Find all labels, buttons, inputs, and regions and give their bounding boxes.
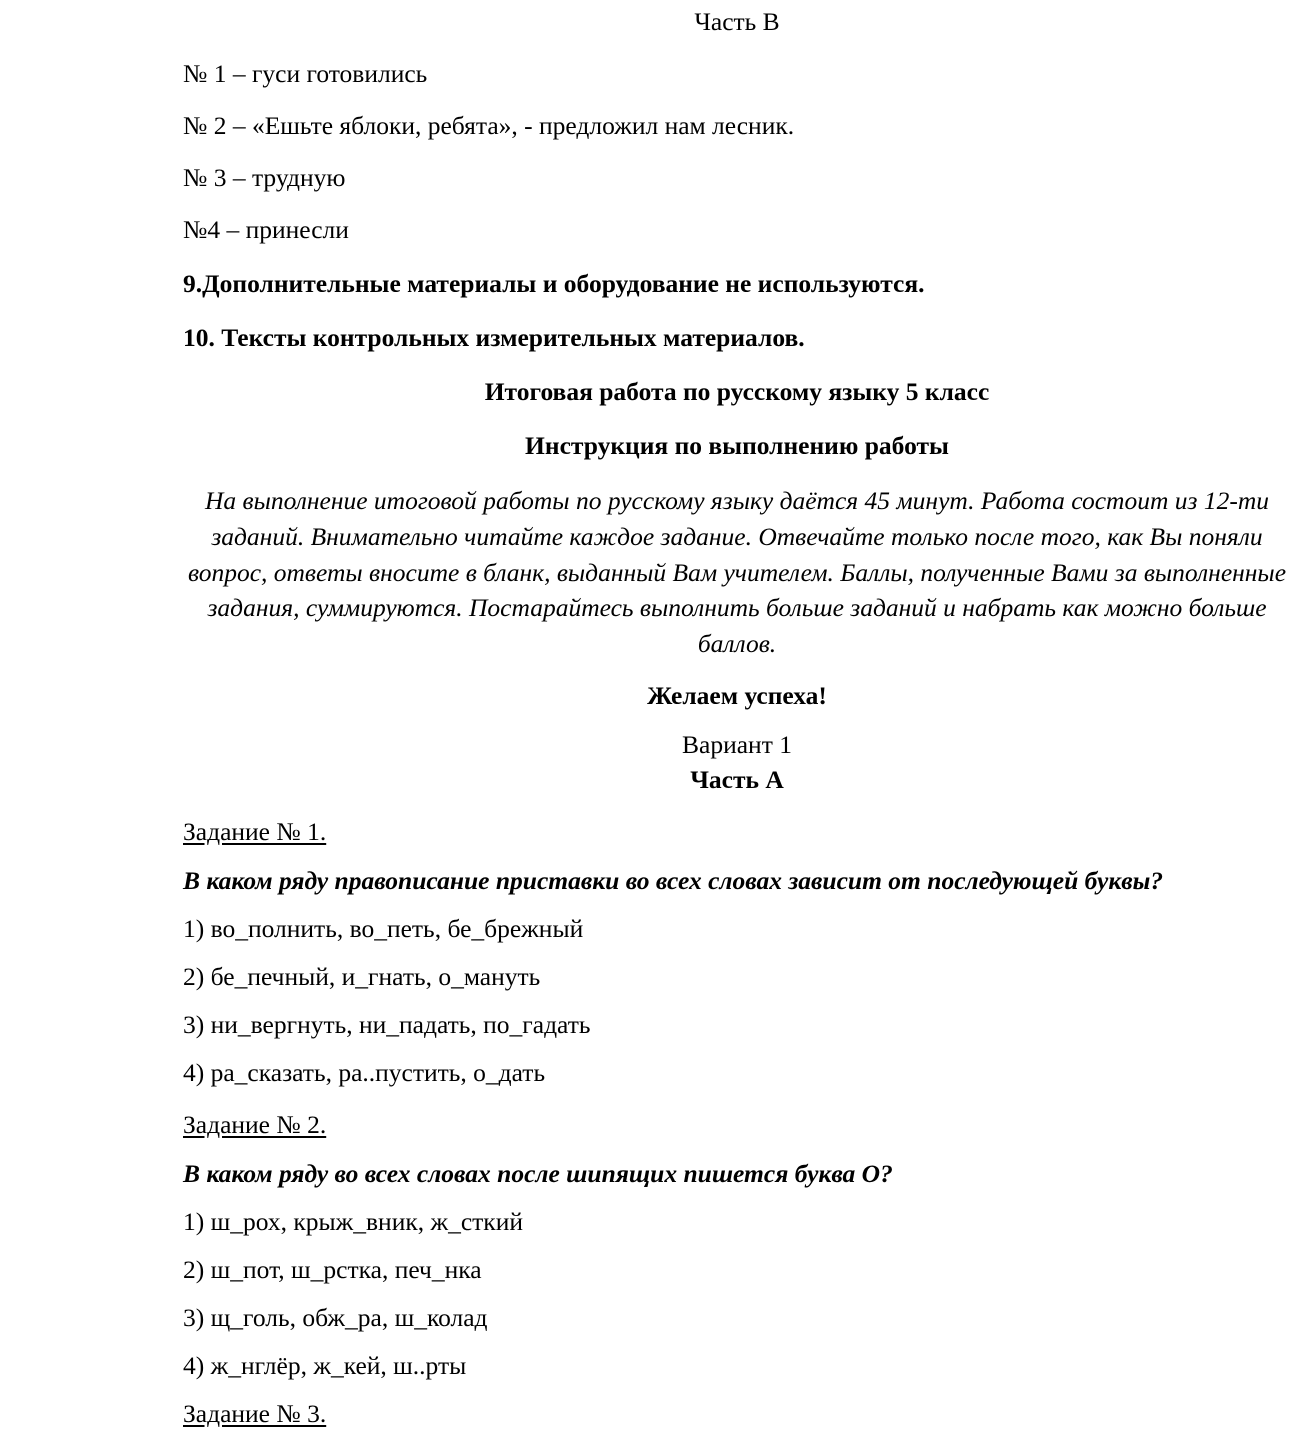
task-3-label-text: Задание № 3. (183, 1399, 327, 1429)
instruction-title: Инструкция по выполнению работы (525, 431, 949, 460)
wish-success: Желаем успеха! (647, 681, 827, 711)
task-1-label (183, 795, 1194, 847)
task-1-option: 4) ра_сказать, ра..пустить, о_дать (183, 1058, 546, 1088)
heading-item-10: 10. Тексты контрольных измерительных материалов. (183, 323, 805, 352)
task-2-label-text: Задание № 2. (183, 1110, 327, 1140)
variant-label: Вариант 1 (682, 730, 792, 760)
task-2-question: В каком ряду во всех словах после шипящих пишется буква О? (183, 1159, 893, 1189)
work-title: Итоговая работа по русскому языку 5 класс (484, 377, 990, 406)
task-1-option: 1) во_полнить, во_петь, бе_брежный (183, 914, 584, 944)
task-2-option: 2) ш_пот, ш_рстка, печ_нка (183, 1255, 482, 1285)
task-1-label-text: Задание № 1. (183, 817, 327, 847)
task-2-label (183, 1088, 1194, 1140)
answer-key-item: № 2 – «Ешьте яблоки, ребята», - предложил нам лесник. (183, 111, 795, 140)
task-1-option: 3) ни_вергнуть, ни_падать, по_гадать (183, 1010, 591, 1040)
task-1-option: 2) бе_печный, и_гнать, о_мануть (183, 962, 541, 992)
task-1-question: В каком ряду правописание приставки во всех словах зависит от последующей буквы? (183, 866, 1164, 896)
answer-key-item: № 1 – гуси готовились (183, 59, 428, 88)
task-3-label-clipped (183, 1381, 1194, 1429)
answer-key-item: №4 – принесли (183, 215, 349, 244)
task-2-option: 4) ж_нглёр, ж_кей, ш..рты (183, 1351, 467, 1381)
task-2-option: 1) ш_рох, крыж_вник, ж_сткий (183, 1207, 523, 1237)
answer-key-item: № 3 – трудную (183, 163, 346, 192)
part-a-title: Часть А (690, 765, 784, 795)
heading-item-9: 9.Дополнительные материалы и оборудование не используются. (183, 269, 925, 298)
part-b-title: Часть В (694, 7, 780, 36)
task-2-option: 3) щ_голь, обж_ра, ш_колад (183, 1303, 488, 1333)
instruction-paragraph: На выполнение итоговой работы по русскому языку даётся 45 минут. Работа состоит из 12-ти заданий. Внимательно читайте каждое задание. Отвечайте только после того, как Вы поняли вопрос, ответы вносите в бланк, выданный Вам учителем. Баллы, полученные Вами за выполненные задания, суммируются. Постарайтесь выполнить больше заданий и набрать как можно больше баллов. (187, 486, 1287, 659)
